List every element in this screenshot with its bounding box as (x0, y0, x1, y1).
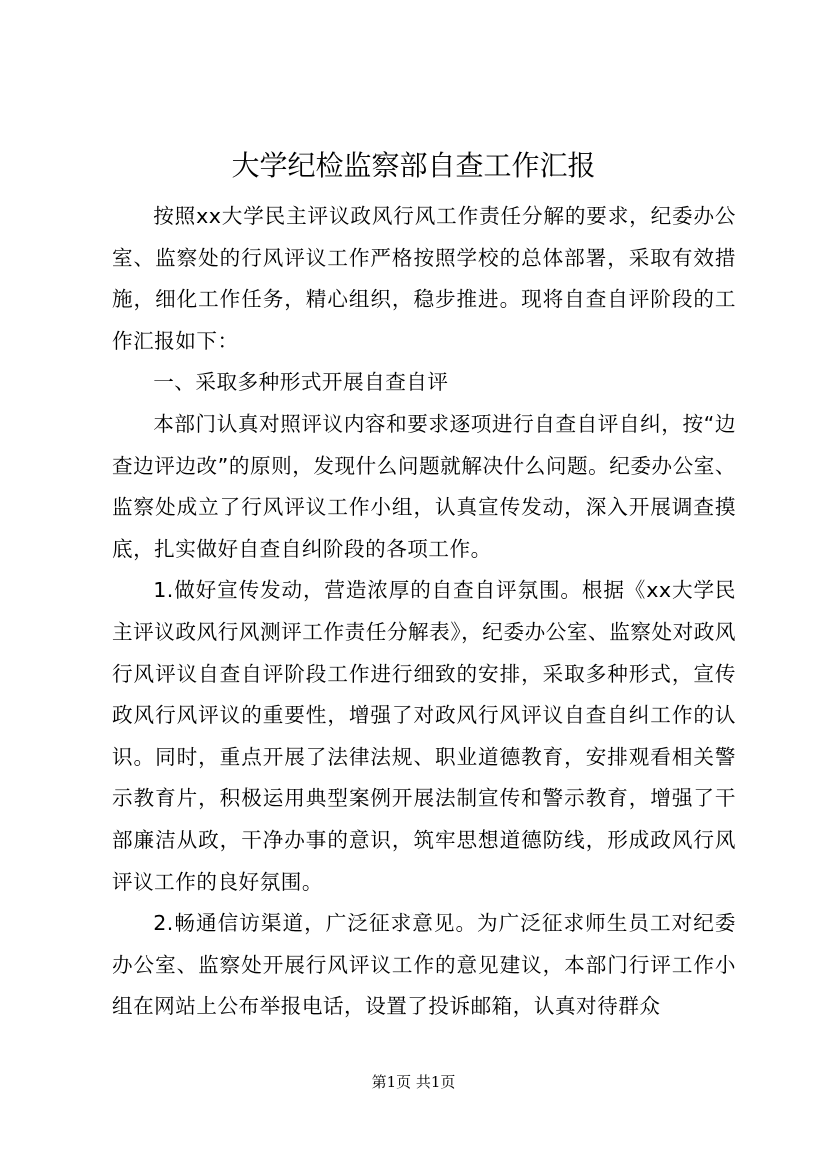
section-1-paragraph: 本部门认真对照评议内容和要求逐项进行自查自评自纠，按“边查边评边改”的原则，发现什么问题就解决什么问题。纪委办公室、监察处成立了行风评议工作小组，认真宣传发动，深入开展调查摸底，扎实做好自查自纠阶段的各项工作。 (112, 411, 736, 561)
document-title: 大学纪检监察部自查工作汇报 (231, 149, 596, 182)
intro-paragraph: 按照xx大学民主评议政风行风工作责任分解的要求，纪委办公室、监察处的行风评议工作严格按照学校的总体部署，采取有效措施，细化工作任务，精心组织，稳步推进。现将自查自评阶段的工作汇报如下： (112, 204, 736, 353)
document-body (112, 196, 736, 1028)
section-heading-1: 一、采取多种形式开展自查自评 (153, 370, 449, 395)
item-2-paragraph: 2.畅通信访渠道，广泛征求意见。为广泛征求师生员工对纪委办公室、监察处开展行风评议工作的意见建议，本部门行评工作小组在网站上公布举报电话，设置了投诉邮箱，认真对待群众 (112, 911, 736, 1019)
page-number-footer: 第1页 共1页 (371, 1073, 456, 1091)
item-1-paragraph: 1.做好宣传发动，营造浓厚的自查自评氛围。根据《xx大学民主评议政风行风测评工作责任分解表》，纪委办公室、监察处对政风行风评议自查自评阶段工作进行细致的安排，采取多种形式，宣传政风行风评议的重要性，增强了对政风行风评议自查自纠工作的认识。同时，重点开展了法律法规、职业道德教育，安排观看相关警示教育片，积极运用典型案例开展法制宣传和警示教育，增强了干部廉洁从政，干净办事的意识，筑牢思想道德防线，形成政风行风评议工作的良好氛围。 (112, 578, 736, 894)
